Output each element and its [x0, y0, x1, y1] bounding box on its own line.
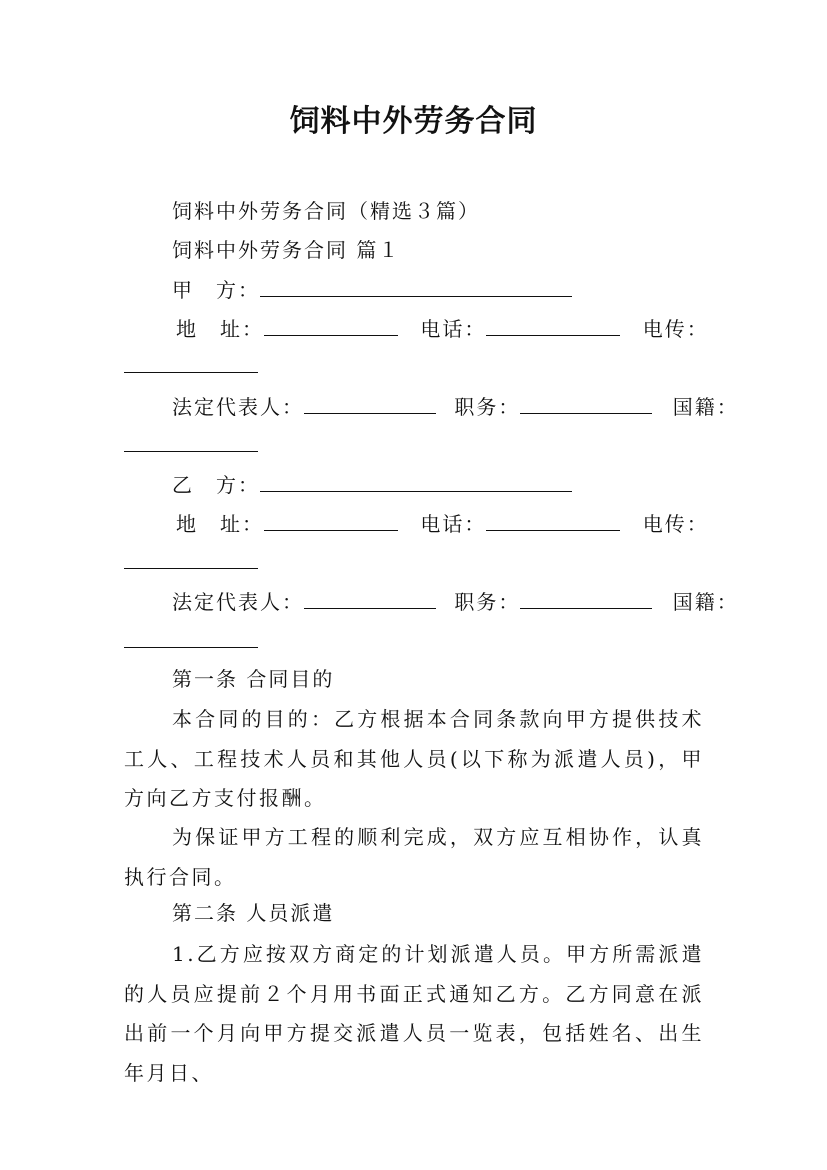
article-2-paragraph-1: 1.乙方应按双方商定的计划派遣人员。甲方所需派遣的人员应提前２个月用书面正式通知乙方。乙方同意在派出前一个月向甲方提交派遣人员一览表，包括姓名、出生年月日、 — [124, 942, 704, 1085]
party-b-phone-blank — [486, 508, 620, 531]
party-b-fax-label: 电传： — [642, 512, 709, 536]
article-1-heading: 第一条 合同目的 — [172, 667, 335, 691]
party-a-nationality-label: 国籍： — [672, 395, 739, 419]
party-a-address-label: 地 址： — [176, 317, 264, 341]
party-b-line — [172, 469, 572, 500]
document-title: 饲料中外劳务合同 — [289, 104, 538, 139]
party-b-position-label: 职务： — [454, 590, 521, 614]
party-b-rep-label: 法定代表人： — [172, 590, 304, 614]
party-b-fax-blank — [124, 568, 258, 569]
party-b-address-label: 地 址： — [176, 512, 264, 536]
party-b-blank — [260, 469, 572, 492]
party-b-rep-blank — [304, 586, 436, 609]
party-a-phone-blank — [486, 313, 620, 336]
party-b-rep-line — [172, 586, 739, 617]
party-b-address-line — [176, 508, 709, 539]
party-a-line — [172, 274, 572, 305]
party-a-address-line — [176, 313, 709, 344]
party-b-nationality-blank — [124, 647, 258, 648]
party-b-label: 乙 方： — [172, 473, 260, 497]
article-2-heading: 第二条 人员派遣 — [172, 901, 335, 925]
party-a-position-blank — [520, 391, 652, 414]
article-1-paragraph-1: 本合同的目的：乙方根据本合同条款向甲方提供技术工人、工程技术人员和其他人员(以下称为派遣人员)，甲方向乙方支付报酬。 — [124, 707, 704, 810]
party-a-address-blank — [264, 313, 398, 336]
party-b-address-blank — [264, 508, 398, 531]
party-a-rep-label: 法定代表人： — [172, 395, 304, 419]
party-a-position-label: 职务： — [454, 395, 521, 419]
party-a-rep-blank — [304, 391, 436, 414]
article-1-paragraph-2: 为保证甲方工程的顺利完成，双方应互相协作，认真执行合同。 — [124, 825, 704, 889]
party-b-nationality-label: 国籍： — [672, 590, 739, 614]
party-a-blank — [260, 274, 572, 297]
party-a-fax-blank — [124, 372, 258, 373]
party-a-label: 甲 方： — [172, 278, 260, 302]
party-b-position-blank — [520, 586, 652, 609]
party-b-phone-label: 电话： — [420, 512, 487, 536]
party-a-nationality-blank — [124, 451, 258, 452]
party-a-rep-line — [172, 391, 739, 422]
chapter-heading: 饲料中外劳务合同 篇１ — [172, 238, 401, 262]
party-a-fax-label: 电传： — [642, 317, 709, 341]
document-subtitle: 饲料中外劳务合同（精选３篇） — [172, 199, 480, 223]
party-a-phone-label: 电话： — [420, 317, 487, 341]
